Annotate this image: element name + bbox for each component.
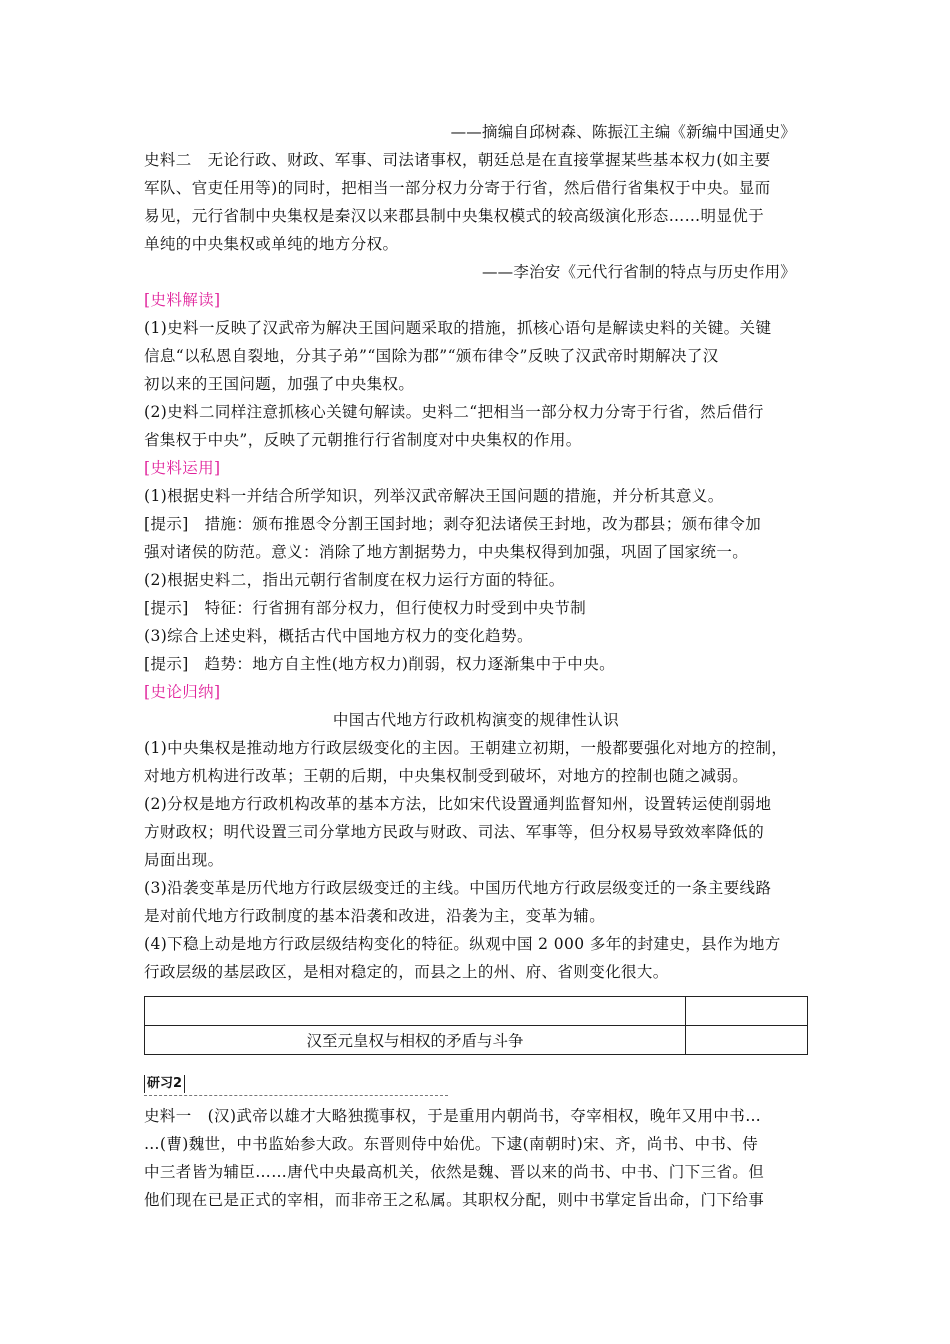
interpret-paragraph <box>144 314 808 454</box>
text-line: 初以来的王国问题，加强了中央集权。 <box>144 375 415 393</box>
text-line: (2)史料二同样注意抓核心关键句解读。史料二“把相当一部分权力分寄于行省，然后借行 <box>144 403 764 421</box>
text-line: (3)综合上述史料，概括古代中国地方权力的变化趋势。 <box>144 627 533 645</box>
text-line: [提示] 特征：行省拥有部分权力，但行使权力时受到中央节制 <box>144 599 587 617</box>
text-line: (2)根据史料二，指出元朝行省制度在权力运行方面的特征。 <box>144 571 565 589</box>
material-1-paragraph <box>144 1102 808 1214</box>
study-section-tag: 研习2 <box>144 1075 185 1093</box>
text-line: (1)根据史料一并结合所学知识，列举汉武帝解决王国问题的措施，并分析其意义。 <box>144 487 724 505</box>
text-line: (3)沿袭变革是历代地方行政层级变迁的主线。中国历代地方行政层级变迁的一条主要线路 <box>144 879 772 897</box>
table-row <box>145 997 808 1026</box>
summary-paragraph <box>144 734 808 986</box>
source-citation-2: ——李治安《元代行省制的特点与历史作用》 <box>481 263 796 281</box>
text-line: 史料一 (汉)武帝以雄才大略独揽事权，于是重用内朝尚书，夺宰相权，晚年又用中书… <box>144 1107 762 1125</box>
section-heading-apply: [史料运用] <box>144 459 221 477</box>
text-line: (1)中央集权是推动地方行政层级变化的主因。王朝建立初期，一般都要强化对地方的控制， <box>144 739 788 757</box>
table-row <box>145 1026 808 1055</box>
text-line: 局面出现。 <box>144 851 224 869</box>
table-cell <box>686 1026 808 1055</box>
source-citation-1: ——摘编自邱树森、陈振江主编《新编中国通史》 <box>450 123 796 141</box>
material-2-paragraph <box>144 146 808 258</box>
table-cell <box>145 997 686 1026</box>
text-line: (2)分权是地方行政机构改革的基本方法，比如宋代设置通判监督知州，设置转运使削弱地 <box>144 795 772 813</box>
text-line: 单纯的中央集权或单纯的地方分权。 <box>144 235 399 253</box>
text-line: 信息“以私恩自裂地，分其子弟”“国除为郡”“颁布律令”反映了汉武帝时期解决了汉 <box>144 347 719 365</box>
text-line: 中三者皆为辅臣……唐代中央最高机关，依然是魏、晋以来的尚书、中书、门下三省。但 <box>144 1163 765 1181</box>
dashed-divider <box>144 1093 448 1096</box>
table-cell <box>686 997 808 1026</box>
document-page <box>144 118 808 1214</box>
text-line: 易见，元行省制中央集权是秦汉以来郡县制中央集权模式的较高级演化形态……明显优于 <box>144 207 765 225</box>
text-line: 史料二 无论行政、财政、军事、司法诸事权，朝廷总是在直接掌握某些基本权力(如主要 <box>144 151 771 169</box>
table-title-cell: 汉至元皇权与相权的矛盾与斗争 <box>145 1026 686 1055</box>
text-line: 方财政权；明代设置三司分掌地方民政与财政、司法、军事等，但分权易导致效率降低的 <box>144 823 765 841</box>
apply-paragraph <box>144 482 808 678</box>
summary-title: 中国古代地方行政机构演变的规律性认识 <box>332 711 620 729</box>
section-heading-interpret: [史料解读] <box>144 291 221 309</box>
text-line: 强对诸侯的防范。意义：消除了地方割据势力，中央集权得到加强，巩固了国家统一。 <box>144 543 749 561</box>
topic-table <box>144 996 808 1055</box>
text-line: 是对前代地方行政制度的基本沿袭和改进，沿袭为主，变革为辅。 <box>144 907 606 925</box>
text-line: (4)下稳上动是地方行政层级结构变化的特征。纵观中国 2 000 多年的封建史，县作为地方 <box>144 935 781 953</box>
text-line: 他们现在已是正式的宰相，而非帝王之私属。其职权分配，则中书掌定旨出命，门下给事 <box>144 1191 765 1209</box>
text-line: (1)史料一反映了汉武帝为解决王国问题采取的措施，抓核心语句是解读史料的关键。关键 <box>144 319 772 337</box>
text-line: [提示] 趋势：地方自主性(地方权力)削弱，权力逐渐集中于中央。 <box>144 655 615 673</box>
text-line: 军队、官吏任用等)的同时，把相当一部分权力分寄于行省，然后借行省集权于中央。显而 <box>144 179 771 197</box>
text-line: 对地方机构进行改革；王朝的后期，中央集权制受到破坏，对地方的控制也随之减弱。 <box>144 767 749 785</box>
text-line: 省集权于中央”，反映了元朝推行行省制度对中央集权的作用。 <box>144 431 582 449</box>
text-line: 行政层级的基层政区，是相对稳定的，而县之上的州、府、省则变化很大。 <box>144 963 669 981</box>
text-line: …(曹)魏世，中书监始参大政。东晋则侍中始优。下逮(南朝时)宋、齐，尚书、中书、侍 <box>144 1135 759 1153</box>
section-heading-summary: [史论归纳] <box>144 683 221 701</box>
text-line: [提示] 措施：颁布推恩令分割王国封地；剥夺犯法诸侯王封地，改为郡县；颁布律令加 <box>144 515 762 533</box>
